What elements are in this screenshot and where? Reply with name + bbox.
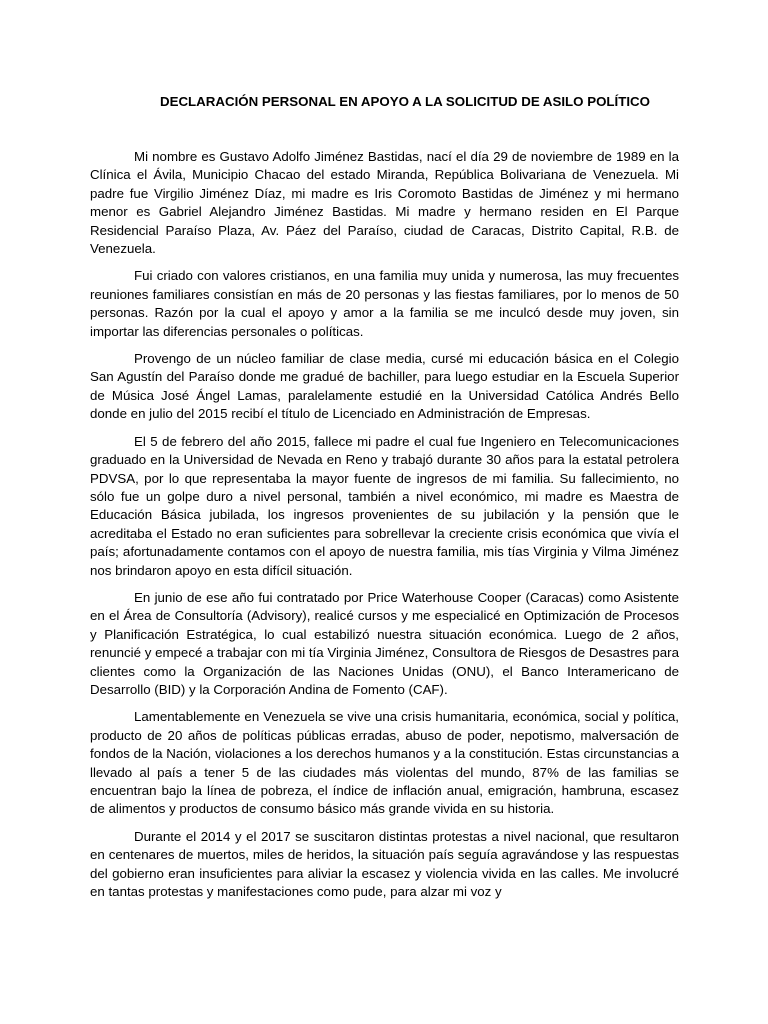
paragraph-5: En junio de ese año fui contratado por Price Waterhouse Cooper (Caracas) como Asistente en el Área de Consultoría (Advisory), realicé cursos y me especialicé en Optimización de Procesos y Planificación Estratégica, lo cual estabilizó nuestra situación económica. Luego de 2 años, renuncié y empecé a trabajar con mi tía Virginia Jiménez, Consultora de Riesgos de Desastres para clientes como la Organización de las Naciones Unidas (ONU), el Banco Interamericano de Desarrollo (BID) y la Corporación Andina de Fomento (CAF). [90, 589, 679, 697]
paragraph-2: Fui criado con valores cristianos, en una familia muy unida y numerosa, las muy frecuentes reuniones familiares consistían en más de 20 personas y las fiestas familiares, por lo menos de 50 personas. Razón por la cual el apoyo y amor a la familia se me inculcó desde muy joven, sin importar las diferencias personales o políticas. [90, 268, 679, 339]
document-body [90, 148, 679, 910]
paragraph-6: Lamentablemente en Venezuela se vive una crisis humanitaria, económica, social y política, producto de 20 años de políticas públicas erradas, abuso de poder, nepotismo, malversación de fondos de la Nación, violaciones a los derechos humanos y a la constitución. Estas circunstancias a llevado al país a tener 5 de las ciudades más violentas del mundo, 87% de las familias se encuentran bajo la línea de pobreza, el índice de inflación anual, emigración, hambruna, escasez de alimentos y productos de consumo básico más grande vivida en su historia. [90, 709, 679, 817]
paragraph-1: Mi nombre es Gustavo Adolfo Jiménez Bastidas, nací el día 29 de noviembre de 1989 en la Clínica el Ávila, Municipio Chacao del estado Miranda, República Bolivariana de Venezuela. Mi padre fue Virgilio Jiménez Díaz, mi madre es Iris Coromoto Bastidas de Jiménez y mi hermano menor es Gabriel Alejandro Jiménez Bastidas. Mi madre y hermano residen en El Parque Residencial Paraíso Plaza, Av. Páez del Paraíso, ciudad de Caracas, Distrito Capital, R.B. de Venezuela. [90, 149, 679, 257]
paragraph-7: Durante el 2014 y el 2017 se suscitaron distintas protestas a nivel nacional, que resultaron en centenares de muertos, miles de heridos, la situación país seguía agravándose y las respuestas del gobierno eran insuficientes para aliviar la escasez y violencia vivida en las calles. Me involucré en tantas protestas y manifestaciones como pude, para alzar mi voz y [90, 828, 679, 900]
paragraph-4: El 5 de febrero del año 2015, fallece mi padre el cual fue Ingeniero en Telecomunicaciones graduado en la Universidad de Nevada en Reno y trabajó durante 30 años para la estatal petrolera PDVSA, por lo que representaba la mayor fuente de ingresos de mi familia. Su fallecimiento, no sólo fue un golpe duro a nivel personal, también a nivel económico, mi madre es Maestra de Educación Básica jubilada, los ingresos provenientes de su jubilación y la pensión que le acreditaba el Estado no eran suficientes para sobrellevar la creciente crisis económica que vivía el país; afortunadamente contamos con el apoyo de nuestra familia, mis tías Virginia y Vilma Jiménez nos brindaron apoyo en esta difícil situación. [90, 433, 679, 578]
paragraph-3: Provengo de un núcleo familiar de clase media, cursé mi educación básica en el Colegio San Agustín del Paraíso donde me gradué de bachiller, para luego estudiar en la Escuela Superior de Música José Ángel Lamas, paralelamente estudié en la Universidad Católica Andrés Bello donde en julio del 2015 recibí el título de Licenciado en Administración de Empresas. [90, 351, 679, 422]
document-title: DECLARACIÓN PERSONAL EN APOYO A LA SOLICITUD DE ASILO POLÍTICO [159, 94, 651, 109]
